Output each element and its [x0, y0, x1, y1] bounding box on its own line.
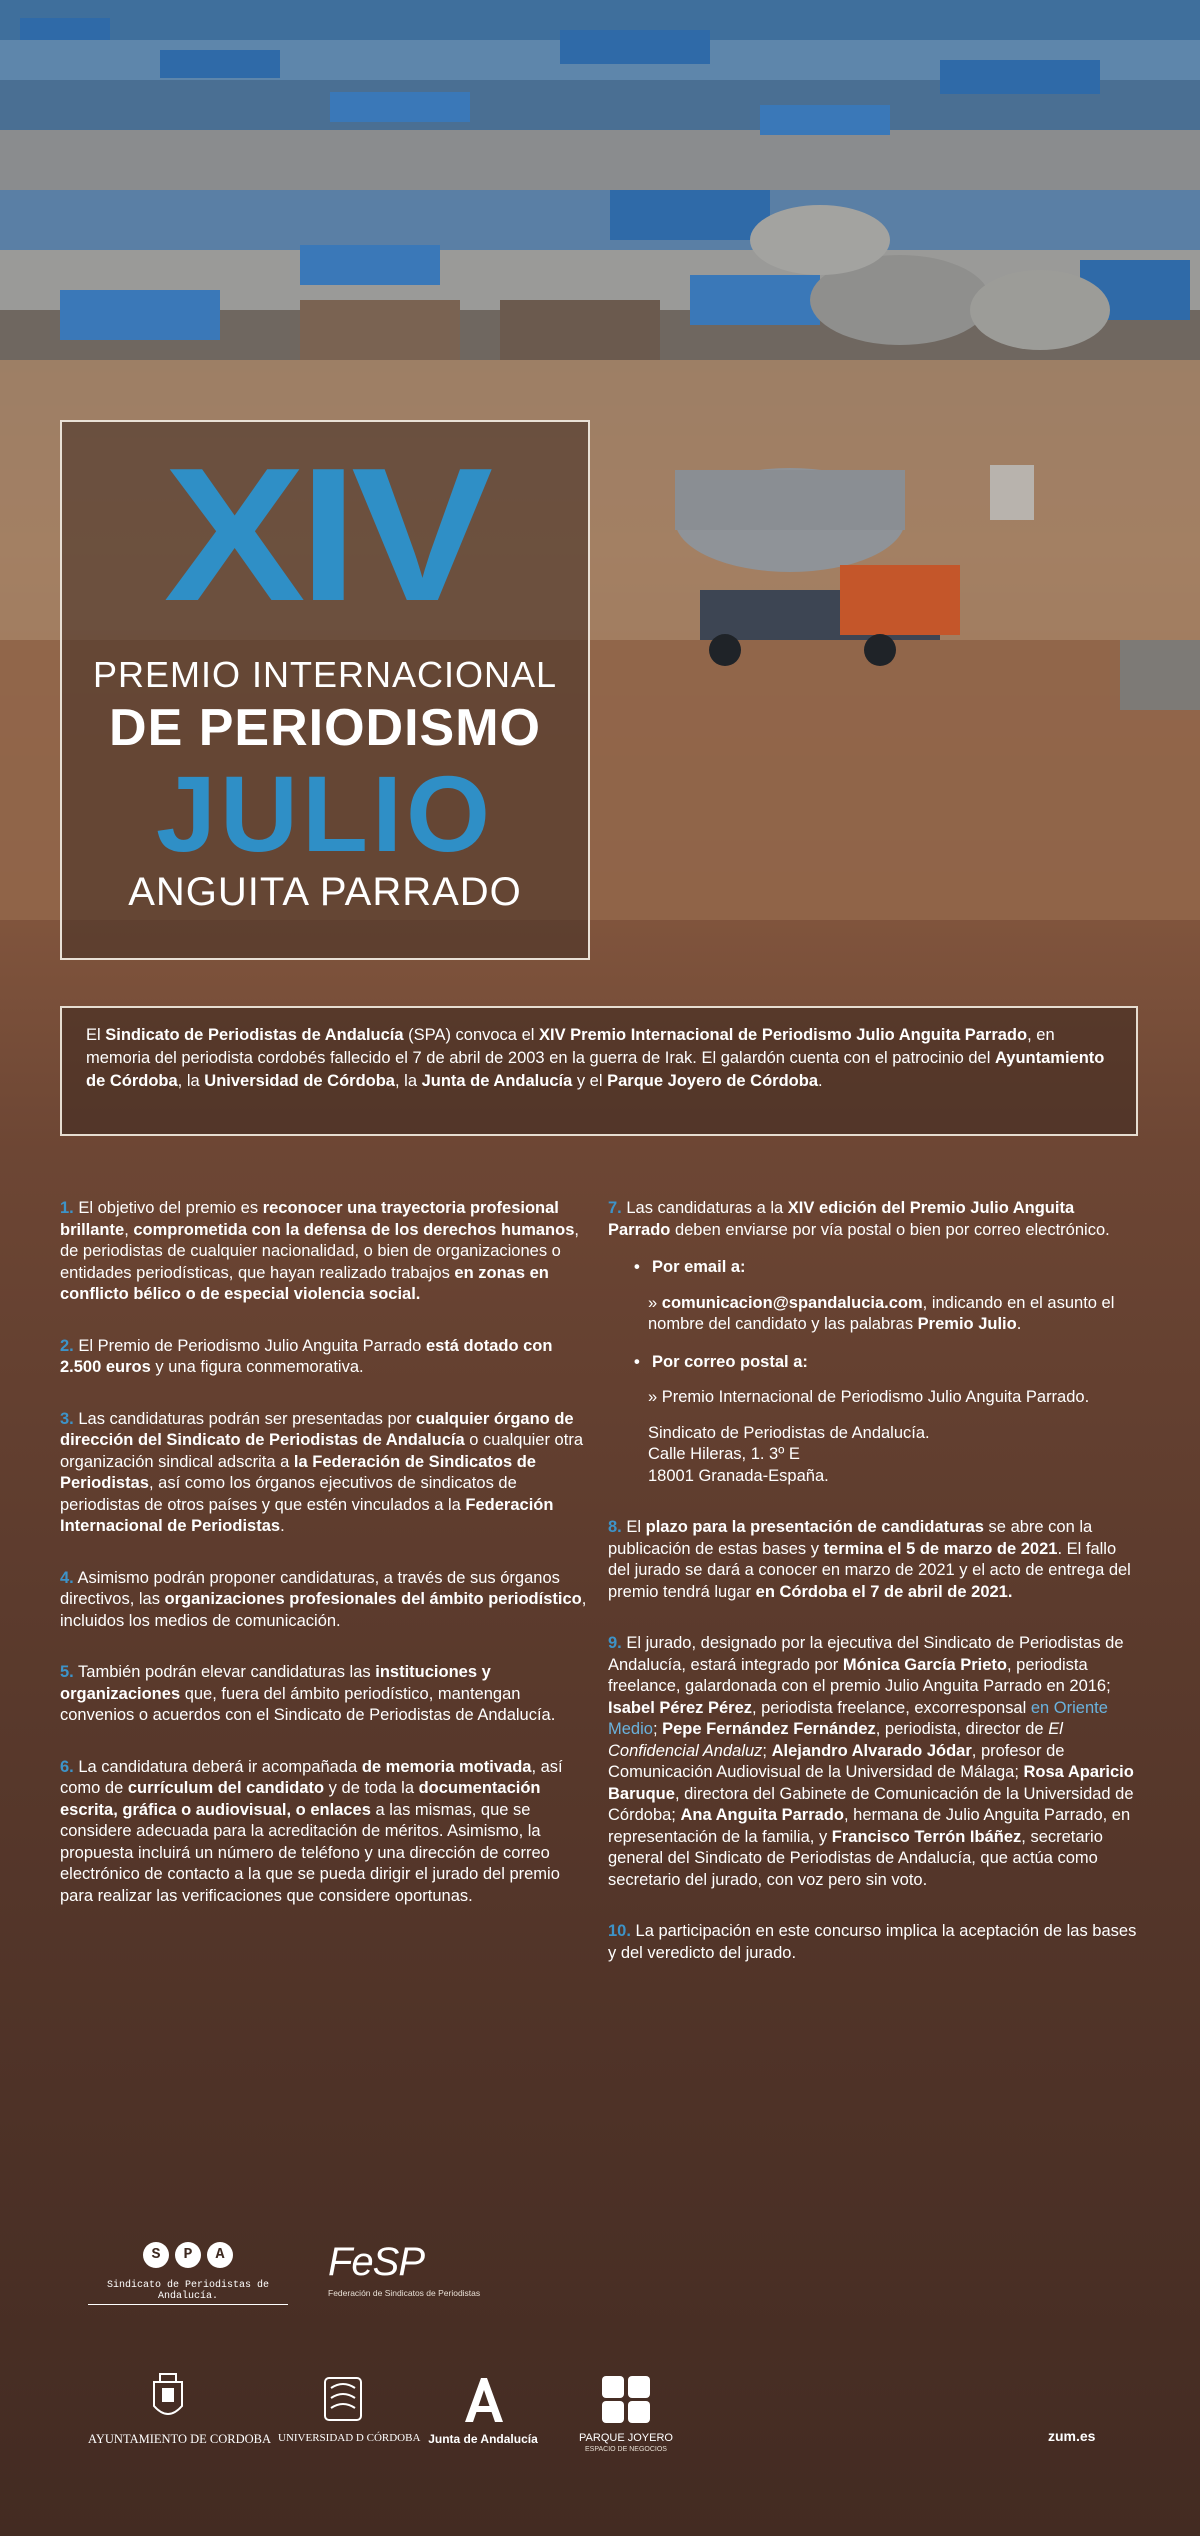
parque-joyero-logo	[566, 2370, 686, 2453]
rule-number: 6.	[60, 1757, 74, 1776]
rule-bold: Ana Anguita Parrado	[680, 1806, 844, 1824]
rule-number: 5.	[60, 1663, 74, 1681]
intro-bold: Sindicato de Periodistas de Andalucía	[105, 1026, 404, 1044]
rule-text: Asimismo podrán proponer candidaturas, a través de sus órganos directivos, las	[60, 1568, 560, 1608]
rule-text: a las mismas, que se considere adecuada para la acreditación de méritos. Asimismo, la propuesta incluirá un número de teléfono y una dirección de correo electrónico de contacto a la que se pueda dirigir el jurado del premio para realizar las verificaciones que considere oportunas.	[60, 1800, 560, 1905]
rule-bold: Alejandro Alvarado Jódar	[771, 1741, 972, 1760]
spa-letter: S	[143, 2242, 169, 2268]
intro-bold: Parque Joyero de Córdoba	[607, 1072, 819, 1090]
rule-bold: la Federación de Sindicatos de Periodistas	[60, 1452, 536, 1492]
junta-a-icon	[423, 2370, 543, 2424]
rule-bold: Premio Julio	[917, 1315, 1017, 1333]
rule-text: se abre con la publicación de estas bases y	[608, 1518, 1093, 1558]
postal-address	[648, 1423, 1138, 1488]
rules-left-column	[60, 1198, 590, 1937]
postal-label: Por correo postal a:	[652, 1352, 808, 1371]
address-line: Sindicato de Periodistas de Andalucía.	[648, 1423, 930, 1442]
rule-text: , así como de	[60, 1757, 563, 1797]
rule-number: 3.	[60, 1409, 74, 1428]
parque-joyero-icon	[566, 2370, 686, 2424]
rule-bold: XIV edición del Premio Julio Anguita Parrado	[608, 1199, 1075, 1239]
ayuntamiento-logo	[88, 2370, 272, 2447]
rule-bold: plazo para la presentación de candidaturas	[645, 1518, 984, 1536]
rule-text: , de periodistas de cualquier nacionalidad, o bien de organizaciones o entidades periodísticas, que hayan realizado trabajos	[60, 1220, 579, 1282]
fesp-name: Federación de Sindicatos de Periodistas	[328, 2288, 481, 2298]
rule-bold: Mónica García Prieto	[842, 1655, 1007, 1674]
rule-italic: El Confidencial Andaluz	[608, 1720, 1063, 1760]
union-logos	[88, 2242, 788, 2312]
rule-text: , así como los órganos ejecutivos de sindicatos de periodistas de otros países y que estén vinculados a la	[60, 1474, 517, 1514]
spa-letter: P	[175, 2242, 201, 2268]
zum-credit: zum.es	[1048, 2428, 1096, 2444]
intro-text: y el	[572, 1072, 608, 1090]
rule-bold: documentación escrita, gráfica o audiovisual, o enlaces	[60, 1779, 541, 1819]
rule-text: La participación en este concurso implica la aceptación de las bases y del veredicto del jurado.	[608, 1922, 1137, 1962]
parque-joyero-name: PARQUE JOYERO	[579, 2432, 673, 2444]
rule-text: ;	[652, 1720, 663, 1738]
rule-bold: en zonas en conflicto bélico o de especial violencia social.	[60, 1263, 549, 1303]
intro-bold: XIV Premio Internacional de Periodismo Julio Anguita Parrado	[539, 1026, 1028, 1044]
intro-text: .	[818, 1072, 823, 1090]
arrow-marker: »	[648, 1293, 662, 1312]
rule-bold: currículum del candidato	[127, 1779, 325, 1797]
rule-text: También podrán elevar candidaturas las	[73, 1663, 376, 1681]
fesp-mark: FeSP	[328, 2240, 425, 2284]
spa-letter: A	[207, 2242, 233, 2268]
rule-text: Las candidaturas podrán ser presentadas por	[73, 1409, 416, 1428]
email-label: Por email a:	[652, 1258, 746, 1276]
parque-joyero-subtitle: ESPACIO DE NEGOCIOS	[585, 2446, 667, 2453]
rule-text: El jurado, designado por la ejecutiva del Sindicato de Periodistas de Andalucía, estará integrado por	[608, 1634, 1124, 1674]
rule-text: ;	[762, 1741, 772, 1760]
rule-2	[60, 1336, 590, 1379]
email-heading	[634, 1257, 1138, 1279]
address-line: 18001 Granada-España.	[648, 1466, 829, 1485]
rule-text: , directora del Gabinete de Comunicación de la Universidad de Córdoba;	[608, 1784, 1134, 1824]
rule-text: que, fuera del ámbito periodístico, mantengan convenios o acuerdos con el Sindicato de Periodistas de Andalucía.	[60, 1684, 556, 1724]
rule-text: La candidatura deberá ir acompañada	[73, 1757, 362, 1776]
rule-number: 9.	[608, 1634, 622, 1652]
rule-number: 2.	[60, 1336, 74, 1355]
intro-text: , en memoria del periodista cordobés fallecido el 7 de abril de 2003 en la guerra de Irak. El galardón cuenta con el patrocinio del	[86, 1026, 1055, 1067]
edition-roman-numeral: XIV	[163, 429, 487, 641]
rule-bold: Francisco Terrón Ibáñez	[831, 1827, 1022, 1846]
address-line: Calle Hileras, 1. 3º E	[648, 1445, 800, 1463]
intro-bold: Universidad de Córdoba	[204, 1072, 395, 1090]
rule-7-intro	[608, 1198, 1138, 1241]
rule-text: Las candidaturas a la	[621, 1199, 788, 1217]
rule-text: o cualquier otra organización sindical adscrita a	[60, 1431, 583, 1471]
email-line	[648, 1293, 1138, 1336]
rule-bold: Pepe Fernández Fernández	[662, 1720, 876, 1738]
rule-bold: instituciones y organizaciones	[60, 1663, 491, 1703]
rule-bold: reconocer una trayectoria profesional brillante	[60, 1199, 559, 1239]
rule-bold: Rosa Aparicio Baruque	[608, 1763, 1134, 1803]
junta-name: Junta de Andalucía	[428, 2432, 538, 2446]
title-line-2: DE PERIODISMO	[109, 699, 541, 757]
spa-circles	[88, 2242, 288, 2268]
rule-number: 1.	[60, 1199, 74, 1217]
intro-text: , la	[177, 1072, 205, 1090]
rule-number: 4.	[60, 1568, 74, 1587]
spa-logo	[88, 2242, 288, 2302]
rule-bold: de memoria motivada	[361, 1757, 532, 1776]
title-line-4: ANGUITA PARRADO	[128, 870, 522, 914]
rule-number: 7.	[608, 1199, 622, 1217]
rule-8	[608, 1517, 1138, 1603]
rule-text: y de toda la	[324, 1779, 419, 1797]
rule-text: El Premio de Periodismo Julio Anguita Parrado	[73, 1336, 426, 1355]
rule-text: deben enviarse por vía postal o bien por correo electrónico.	[670, 1220, 1110, 1239]
coat-of-arms-icon	[88, 2370, 248, 2424]
rule-text: ,	[124, 1220, 134, 1239]
rule-text: y una figura conmemorativa.	[150, 1358, 364, 1376]
title-line-1: PREMIO INTERNACIONAL	[92, 654, 558, 695]
intro-text: , la	[394, 1072, 422, 1090]
universidad-logo	[278, 2370, 421, 2444]
rules-right-column	[608, 1198, 1138, 1994]
intro-bold: Ayuntamiento de Córdoba	[86, 1049, 1105, 1090]
postal-line: » Premio Internacional de Periodismo Julio Anguita Parrado.	[648, 1388, 1090, 1406]
rule-10	[608, 1921, 1138, 1964]
rule-5	[60, 1662, 590, 1727]
rule-text: . El fallo del jurado se dará a conocer en marzo de 2021 y el acto de entrega del premio tendrá lugar	[608, 1539, 1131, 1601]
junta-logo	[423, 2370, 543, 2446]
rule-bold: organizaciones profesionales del ámbito periodístico	[164, 1590, 582, 1608]
intro-paragraph	[60, 1006, 1138, 1136]
university-seal-icon	[278, 2370, 408, 2424]
rule-text: El	[621, 1518, 646, 1536]
rule-bold: Federación Internacional de Periodistas	[60, 1495, 554, 1535]
rule-bold: está dotado con 2.500 euros	[60, 1336, 553, 1376]
rule-bold: termina el 5 de marzo de 2021	[823, 1539, 1058, 1558]
rule-text: , hermana de Julio Anguita Parrado, en representación de la familia, y	[608, 1806, 1131, 1846]
ayuntamiento-name: AYUNTAMIENTO DE CORDOBA	[88, 2432, 272, 2446]
bullet-dot: •	[634, 1258, 640, 1276]
rule-4	[60, 1568, 590, 1633]
rule-text: , indicando en el asunto el nombre del candidato y las palabras	[648, 1293, 1115, 1333]
rule-text: .	[280, 1517, 285, 1535]
rule-number: 8.	[608, 1518, 622, 1536]
rule-3	[60, 1409, 590, 1538]
bullet-dot: •	[634, 1352, 640, 1371]
rule-text: El objetivo del premio es	[73, 1199, 263, 1217]
intro-bold: Junta de Andalucía	[421, 1072, 573, 1090]
title-box	[60, 420, 590, 960]
postal-heading	[634, 1352, 1138, 1374]
spa-name: Sindicato de Periodistas de Andalucía.	[88, 2280, 288, 2305]
rule-number: 10.	[608, 1922, 631, 1940]
rule-text: , profesor de Comunicación Audiovisual de la Universidad de Málaga;	[608, 1741, 1065, 1781]
rule-text: , periodista freelance, galardonada con el premio Julio Anguita Parrado en 2016;	[608, 1655, 1111, 1695]
rule-bold: cualquier órgano de dirección del Sindicato de Periodistas de Andalucía	[60, 1409, 574, 1449]
intro-text: El	[86, 1026, 106, 1044]
title-line-3: JULIO	[155, 753, 495, 874]
rule-7	[608, 1198, 1138, 1487]
intro-text: (SPA) convoca el	[403, 1026, 539, 1044]
rule-text: , secretario general del Sindicato de Periodistas de Andalucía, que actúa como secretario del jurado, con voz pero sin voto.	[608, 1827, 1103, 1889]
sponsor-logos	[88, 2370, 1138, 2460]
rule-text: .	[1016, 1315, 1022, 1333]
rule-text: , periodista, director de	[875, 1720, 1049, 1738]
rule-6	[60, 1757, 590, 1908]
rule-text: , periodista freelance, excorresponsal	[752, 1698, 1031, 1717]
rule-bold: Isabel Pérez Pérez	[608, 1698, 753, 1717]
tents	[0, 0, 1200, 360]
fesp-logo	[328, 2242, 528, 2298]
rule-bold: en Córdoba el 7 de abril de 2021.	[755, 1582, 1013, 1601]
email-link[interactable]: comunicacion@spandalucia.com	[661, 1293, 923, 1312]
rule-highlight: en Oriente Medio	[608, 1698, 1108, 1738]
rule-text: , incluidos los medios de comunicación.	[60, 1590, 587, 1630]
universidad-name: UNIVERSIDAD D CÓRDOBA	[278, 2432, 421, 2444]
rule-bold: comprometida con la defensa de los derechos humanos	[133, 1220, 575, 1239]
rule-9	[608, 1633, 1138, 1891]
rule-1	[60, 1198, 590, 1306]
